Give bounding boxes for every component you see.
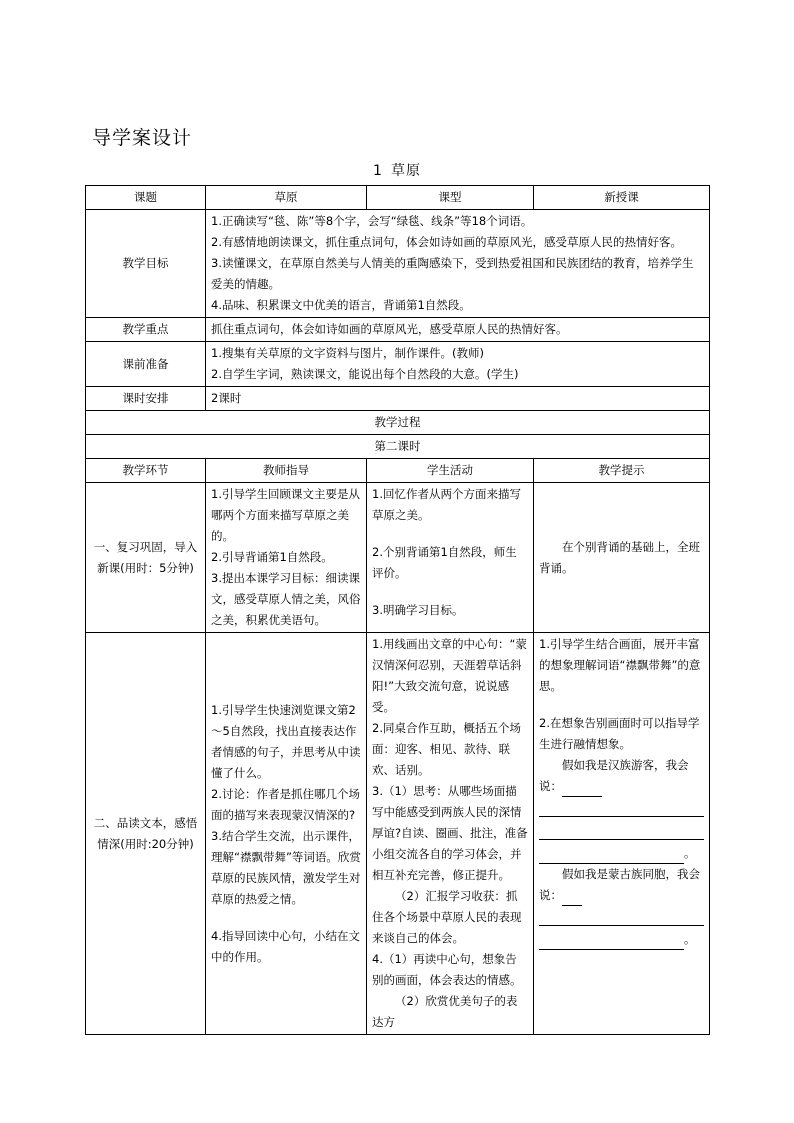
student-step: 2.个别背诵第1自然段，师生评价。 [372, 545, 517, 580]
tip-text: 2.在想象告别画面时可以指导学生进行融情想象。 [539, 716, 700, 751]
fill-blank [539, 850, 684, 864]
table-row [86, 387, 710, 411]
student-step: 3.明确学习目标。 [372, 603, 464, 617]
teacher-step: 3.提出本课学习目标：细读课文，感受草原人情之美，风俗之美，积累优美语句。 [211, 571, 361, 627]
key-point-value: 抓住重点词句，体会如诗如画的草原风光，感受草原人民的热情好客。 [206, 318, 710, 342]
objective-item: 3.读懂课文，在草原自然美与人情美的重陶感染下，受到热爱祖国和民族团结的教育，培养学生爱美的情趣。 [211, 256, 694, 291]
objective-item: 2.有感情地朗读课文，抓住重点词句，体会如诗如画的草原风光，感受草原人民的热情好客。 [211, 235, 682, 249]
student-step: 3.（1）思考：从哪些场面描写中能感受到两族人民的深情厚谊?自读、圈画、批注，准备小组交流各自的学习体会，并相互补充完善，修正提升。 [372, 784, 528, 882]
student-step: 1.用线画出文章的中心句：“蒙汉情深何忍别，天涯碧草话斜阳!”大致交流句意，说说感受。 [372, 637, 527, 714]
document-title: 导学案设计 [92, 127, 193, 149]
fill-blank [562, 783, 602, 797]
tip-text: 在个别背诵的基础上，全班背诵。 [539, 539, 700, 575]
objective-item: 4.品味、积累课文中优美的语言，背诵第1自然段。 [211, 298, 471, 312]
student-step: 1.回忆作者从两个方面来描写草原之美。 [372, 487, 521, 522]
preparation-item: 1.搜集有关草原的文字资料与图片，制作课件。(教师) [211, 346, 484, 360]
preparation-content [206, 342, 710, 387]
teacher-step: 4.指导回读中心句，小结在文中的作用。 [211, 928, 360, 964]
fill-blank [539, 906, 704, 926]
lesson-type-value: 新授课 [534, 186, 710, 210]
schedule-label: 课时安排 [86, 387, 206, 411]
table-row [86, 186, 710, 210]
column-header-student: 学生活动 [367, 459, 534, 483]
phase1-name: 一、复习巩固，导入新课(用时：5分钟) [86, 483, 206, 633]
student-step: （2）汇报学习收获：抓住各个场景中草原人民的表现来谈自己的体会。 [372, 889, 522, 945]
table-row [86, 633, 710, 1035]
objectives-label: 教学目标 [86, 210, 206, 318]
preparation-label: 课前准备 [86, 342, 206, 387]
objectives-content [206, 210, 710, 318]
phase1-student [367, 483, 534, 633]
fill-blank [539, 936, 684, 950]
tip-text [539, 929, 704, 950]
column-header-teacher: 教师指导 [206, 459, 367, 483]
table-row [86, 210, 710, 318]
table-row [86, 459, 710, 483]
column-header-phase: 教学环节 [86, 459, 206, 483]
phase2-tips [534, 633, 710, 1035]
tip-text [539, 864, 704, 906]
lesson-name: 草原 [390, 163, 421, 179]
session-title: 第二课时 [86, 435, 710, 459]
tip-text [539, 755, 704, 797]
lesson-title [0, 160, 794, 180]
process-title: 教学过程 [86, 411, 710, 435]
teacher-step: 1.引导学生快速浏览课文第2～5自然段，找出直接表达作者情感的句子，并思考从中读懂了什么。 [211, 702, 361, 780]
preparation-item: 2.自学生字词，熟读课文，能说出每个自然段的大意。(学生) [211, 367, 519, 381]
student-step: 2.同桌合作互助，概括五个场面：迎客、相见、款待、联欢、话别。 [372, 721, 521, 777]
subject-label: 课题 [86, 186, 206, 210]
fill-blank [562, 892, 582, 906]
schedule-value: 2课时 [206, 387, 710, 411]
phase1-tips [534, 483, 710, 633]
teacher-step: 2.讨论：作者是抓住哪几个场面的描写来表现蒙汉情深的? [211, 786, 360, 822]
phase1-teacher [206, 483, 367, 633]
fill-blank [539, 820, 704, 840]
lesson-plan-table [85, 185, 710, 1035]
phase2-name: 二、品读文本，感悟情深(用时:20分钟) [86, 633, 206, 1035]
lesson-number: 1 [373, 163, 383, 179]
tip-text: 1.引导学生结合画面，展开丰富的想象理解词语“襟飘带舞”的意思。 [539, 637, 701, 693]
key-point-label: 教学重点 [86, 318, 206, 342]
subject-value: 草原 [206, 186, 367, 210]
tip-prompt: 假如我是蒙古族同胞，我会说： [539, 867, 700, 902]
objective-item: 1.正确读写“毯、陈”等8个字，会写“绿毯、线条”等18个词语。 [211, 214, 533, 228]
tip-prompt: 假如我是汉族游客，我会说： [539, 758, 689, 793]
student-step: （2）欣赏优美句子的表达方 [372, 994, 518, 1029]
phase2-student [367, 633, 534, 1035]
phase2-teacher [206, 633, 367, 1035]
teacher-step: 1.引导学生回顾课文主要是从哪两个方面来描写草原之美的。 [211, 487, 360, 543]
lesson-type-label: 课型 [367, 186, 534, 210]
end-mark: 。 [684, 932, 696, 946]
teacher-step: 3.结合学生交流，出示课件，理解“襟飘带舞”等词语。欣赏草原的民族风情，激发学生对草原的热爱之情。 [211, 828, 361, 906]
column-header-tips: 教学提示 [534, 459, 710, 483]
table-row [86, 435, 710, 459]
fill-blank [539, 797, 704, 817]
student-step: 4.（1）再读中心句，想象告别的画面，体会表达的情感。 [372, 952, 522, 987]
tip-text [539, 843, 704, 864]
table-row [86, 342, 710, 387]
table-row [86, 411, 710, 435]
table-row [86, 318, 710, 342]
teacher-step: 2.引导背诵第1自然段。 [211, 550, 333, 564]
table-row [86, 483, 710, 633]
end-mark: 。 [684, 846, 696, 860]
